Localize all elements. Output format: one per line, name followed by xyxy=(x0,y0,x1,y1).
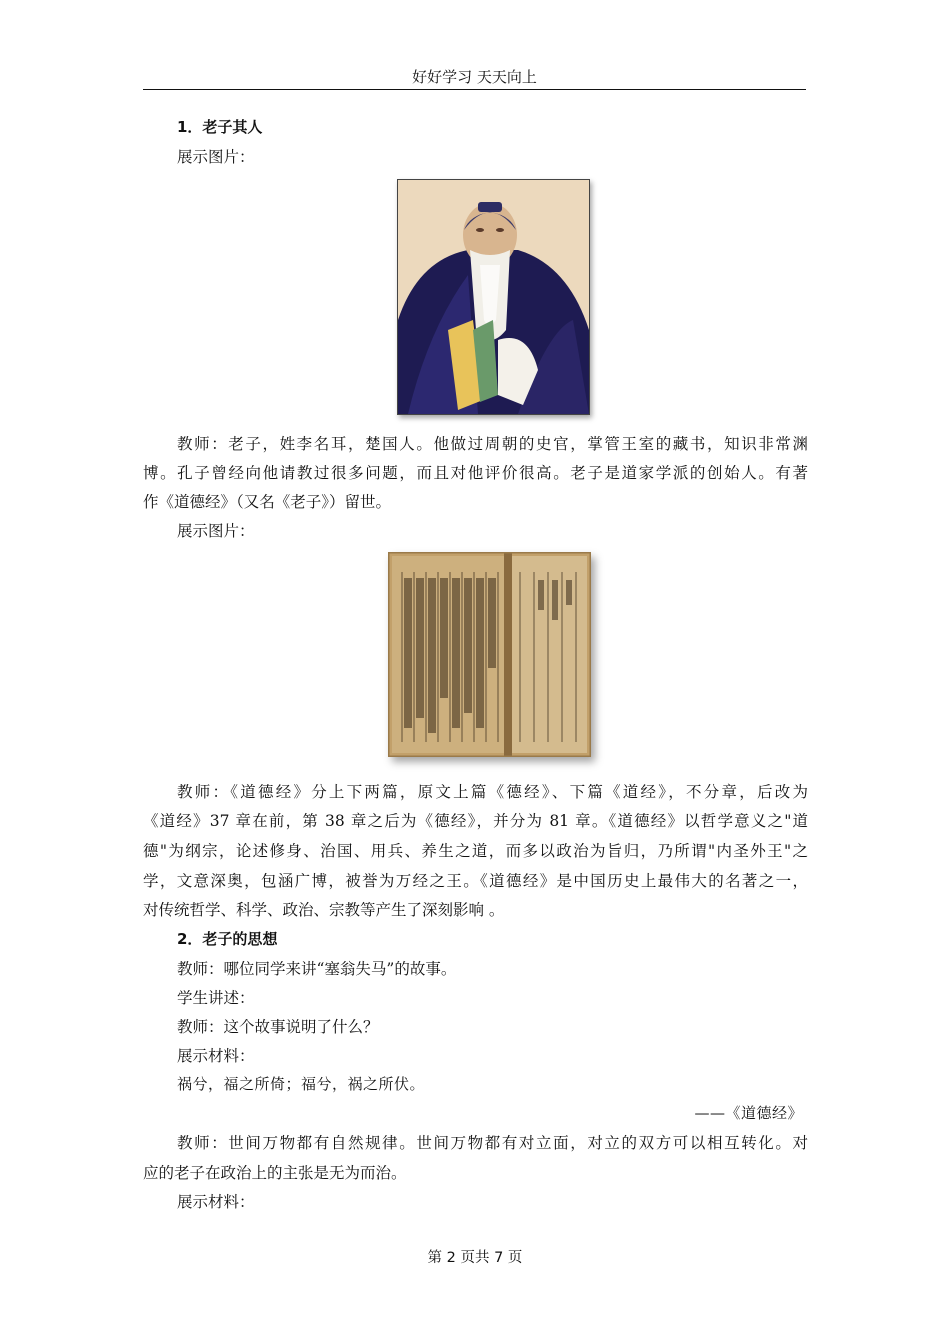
section-title-1: 1．老子其人 xyxy=(177,118,263,136)
paragraph-1-line-3: 作《道德经》（又名《老子》）留世。 xyxy=(143,493,392,511)
paragraph-3-line-2: 应的老子在政治上的主张是无为而治。 xyxy=(143,1164,407,1182)
paragraph-1-line-1: 教师：老子，姓李名耳，楚国人。他做过周朝的史官，掌管王室的藏书，知识非常渊 xyxy=(177,435,808,453)
paragraph-2-line-2: 《道经》37 章在前，第 38 章之后为《德经》，并分为 81 章。《道德经》以哲学意义之"道 xyxy=(143,812,808,830)
page-header xyxy=(143,66,806,90)
paragraph-1-line-2: 博。孔子曾经向他请教过很多问题，而且对他评价很高。老子是道家学派的创始人。有著 xyxy=(143,464,808,482)
paragraph-2-line-4: 学，文意深奥，包涵广博，被誉为万经之王。《道德经》是中国历史上最伟大的名著之一， xyxy=(143,872,808,890)
daodejing-book-image xyxy=(388,552,591,757)
paragraph-2-line-5: 对传统哲学、科学、政治、宗教等产生了深刻影响 。 xyxy=(143,901,505,919)
page-number: 第 2 页共 7 页 xyxy=(427,1250,523,1266)
paragraph-2-line-1: 教师：《道德经》分上下两篇，原文上篇《德经》、下篇《道经》，不分章，后改为 xyxy=(177,783,808,801)
show-picture-label-1: 展示图片： xyxy=(177,148,255,166)
show-material-label-2: 展示材料： xyxy=(177,1193,255,1211)
show-picture-label-2: 展示图片： xyxy=(177,522,255,540)
header-text: 好好学习 天天向上 xyxy=(412,68,537,86)
laozi-portrait-image xyxy=(397,179,590,415)
teacher-question-line-2: 教师：这个故事说明了什么？ xyxy=(177,1018,379,1036)
section-title-2: 2．老子的思想 xyxy=(177,930,278,948)
quote-source: ——《道德经》 xyxy=(694,1104,803,1122)
teacher-question-line: 教师：哪位同学来讲“塞翁失马”的故事。 xyxy=(177,960,457,978)
student-narration-line: 学生讲述： xyxy=(177,989,255,1007)
paragraph-2-line-3: 德"为纲宗，论述修身、治国、用兵、养生之道，而多以政治为旨归，乃所谓"内圣外王"之 xyxy=(143,842,808,860)
page-footer xyxy=(0,1248,950,1268)
paragraph-3-line-1: 教师：世间万物都有自然规律。世间万物都有对立面，对立的双方可以相互转化。对 xyxy=(177,1134,808,1152)
quote-text: 祸兮，福之所倚；福兮，祸之所伏。 xyxy=(177,1075,426,1093)
show-material-label-1: 展示材料： xyxy=(177,1047,255,1065)
